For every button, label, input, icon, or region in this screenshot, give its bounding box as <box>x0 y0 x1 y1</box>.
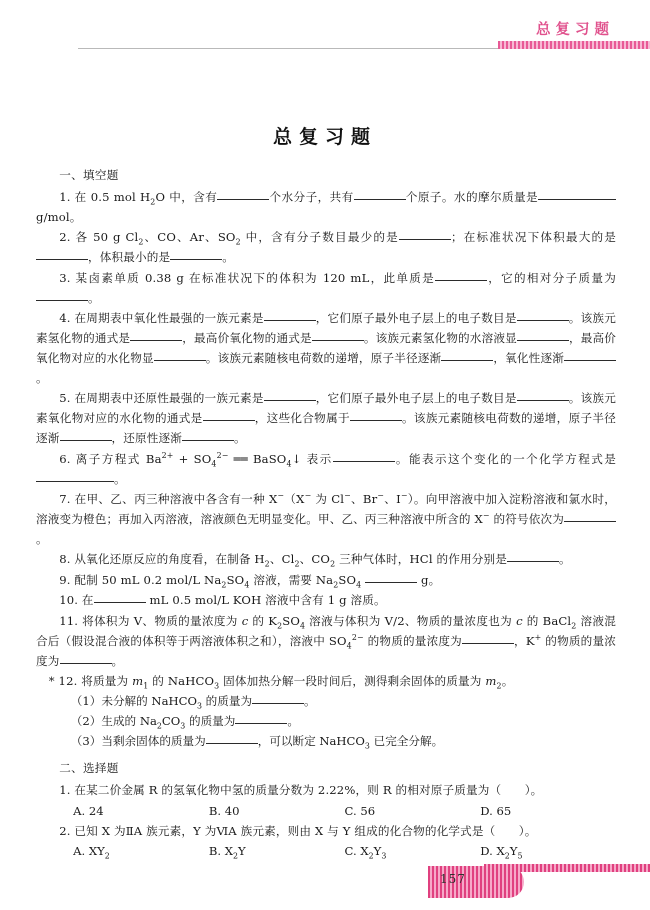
answer-blank[interactable] <box>264 320 316 321</box>
question-1-6: 6. 离子方程式 $Ba^{2+} + SO_4^{2-}$ ══ BaSO$_4$↓ 表示 。能表示这个变化的一个化学方程式是。 <box>36 450 616 490</box>
question-2-2 <box>36 822 616 842</box>
answer-blank[interactable] <box>517 340 569 341</box>
answer-blank[interactable] <box>217 199 269 200</box>
q-text: 配制 50 mL 0.2 mol/L $Na_2SO_4$ 溶液，需要 $Na_2SO_4$ <box>74 572 362 590</box>
option-a[interactable]: A. $XY_2$ <box>73 843 110 861</box>
page-title: 总复习题 <box>272 126 377 148</box>
answer-blank[interactable] <box>350 420 402 421</box>
answer-blank[interactable] <box>60 663 112 664</box>
q-number: 6. <box>59 451 71 466</box>
answer-blank[interactable] <box>94 602 146 603</box>
answer-blank[interactable] <box>312 340 364 341</box>
answer-blank[interactable] <box>507 561 559 562</box>
option-d[interactable]: D. $X_2Y_5$ <box>480 843 523 861</box>
question-1-12-sub-3: （3）当剩余固体的质量为 ，可以断定 NaHCO$_3$ 已完全分解。 <box>70 734 444 751</box>
q-number: 12. <box>58 673 78 688</box>
answer-blank[interactable] <box>154 360 206 361</box>
option-a[interactable]: A. 24 <box>73 803 104 818</box>
q-number: 7. <box>59 492 71 506</box>
q-text: 在某二价金属 R 的氢氧化物中氢的质量分数为 2.22%，则 R 的相对原子质量为（ ）。 <box>74 783 543 798</box>
q-text: 将体积为 V、物质的量浓度为 c 的 $K_2SO_4$ 溶液与体积为 V/2、物质的量浓度也为 c 的 BaCl$_2$ 溶液混合后（假设混合液的体积等于两溶液体积之和），溶液中 $SO_4^{2-}$ 的物质的量浓度为 <box>36 613 616 650</box>
answer-blank[interactable] <box>564 521 616 522</box>
answer-blank[interactable] <box>203 420 255 421</box>
q-text: 在 <box>81 593 94 608</box>
question-1-12 <box>36 672 616 692</box>
star-marker: * <box>48 673 55 688</box>
section-heading-multiple-choice: 二、选择题 <box>59 761 119 776</box>
answer-blank[interactable] <box>182 440 234 441</box>
q-text: 从氧化还原反应的角度看，在制备 $H_2$、$Cl_2$、$CO_2$ 三种气体时，HCl 的作用分别是 <box>74 552 507 569</box>
option-c[interactable]: C. $X_2Y_3$ <box>344 843 387 861</box>
answer-blank[interactable] <box>538 199 616 200</box>
q-text: 各 50 g $Cl_2$、CO、Ar、$SO_2$ 中，含有分子数目最少的是 <box>75 230 399 247</box>
page-footer-decoration <box>428 862 650 900</box>
sub-text: （1）未分解的 NaHCO$_3$ 的质量为 <box>70 694 253 711</box>
question-1-3: 3. 某卤素单质 0.38 g 在标准状况下的体积为 120 mL，此单质是 ，它的相对分子质量为。 <box>36 269 616 309</box>
question-1-10: 10. 在 mL 0.5 mol/L KOH 溶液中含有 1 g 溶质。 <box>59 593 386 608</box>
answer-blank[interactable] <box>170 259 222 260</box>
question-1-9: 9. 配制 50 mL 0.2 mol/L $Na_2SO_4$ 溶液，需要 $Na_2SO_4$ g。 <box>59 572 441 590</box>
q-number: 2. <box>59 823 71 838</box>
answer-blank[interactable] <box>60 440 112 441</box>
header-stripe-decoration <box>498 41 650 49</box>
q-text: 已知 X 为ⅡA 族元素，Y 为ⅥA 族元素，则由 X 与 Y 组成的化合物的化学式是（ ）。 <box>74 823 537 838</box>
question-1-2: 2. 各 50 g $Cl_2$、CO、Ar、$SO_2$ 中，含有分子数目最少的是 ；在标准状况下体积最大的是，体积最小的是 。 <box>36 228 616 268</box>
q-text: 某卤素单质 0.38 g 在标准状况下的体积为 120 mL，此单质是 <box>75 270 436 285</box>
answer-blank[interactable] <box>462 643 514 644</box>
answer-blank[interactable] <box>354 199 406 200</box>
q-text: 在 0.5 mol $H_2O$ 中，含有 <box>74 189 218 207</box>
q-number: 8. <box>59 552 71 567</box>
q-number: 3. <box>59 270 71 285</box>
answer-blank[interactable] <box>252 703 304 704</box>
option-c[interactable]: C. 56 <box>344 803 376 818</box>
answer-blank[interactable] <box>435 280 487 281</box>
q-number: 2. <box>59 230 71 245</box>
q-number: 9. <box>59 572 71 587</box>
question-1-1: 1. 在 0.5 mol $H_2O$ 中，含有 个水分子，共有 个原子。水的摩尔质量是g/mol。 <box>36 188 616 228</box>
question-1-12-sub-1: （1）未分解的 NaHCO$_3$ 的质量为 。 <box>70 694 316 711</box>
q-number: 11. <box>59 613 79 628</box>
option-b[interactable]: B. $X_2Y$ <box>208 843 246 861</box>
answer-blank[interactable] <box>517 400 569 401</box>
question-2-2-options <box>36 842 616 862</box>
q-number: 1. <box>59 189 71 204</box>
answer-blank[interactable] <box>399 239 451 240</box>
answer-blank[interactable] <box>517 320 569 321</box>
option-d[interactable]: D. 65 <box>480 803 512 818</box>
q-number: 1. <box>59 783 71 798</box>
question-2-1-options <box>36 802 616 822</box>
answer-blank[interactable] <box>235 723 287 724</box>
answer-blank[interactable] <box>36 481 114 482</box>
answer-blank[interactable] <box>36 300 88 301</box>
q-number: 5. <box>59 391 71 406</box>
header-rule <box>78 48 498 49</box>
question-1-7: 7. 在甲、乙、丙三种溶液中各含有一种 X−（X− 为 Cl−、Br−、I−）。向甲溶液中加入淀粉溶液和氯水时，溶液变为橙色；再加入丙溶液，溶液颜色无明显变化。甲、乙、丙三种溶液中所含的 X− 的符号依次为。 <box>36 491 616 546</box>
q-text: 将质量为 $m_1$ 的 NaHCO$_3$ 固体加热分解一段时间后，测得剩余固体的质量为 $m_2$。 <box>81 673 514 691</box>
answer-blank[interactable] <box>564 360 616 361</box>
question-1-4: 4. 在周期表中氧化性最强的一族元素是 ，它们原子最外电子层上的电子数目是 。该族元素氢化物的通式是 ，最高价氧化物的通式是 。该族元素氢化物的水溶液显 ，最高价氧化物对应的水化物显 。该族元素随核电荷数的递增，原子半径逐渐 ，氧化性逐渐。 <box>36 311 617 385</box>
q-text: 离子方程式 $Ba^{2+} + SO_4^{2-}$ ══ BaSO$_4$↓ 表示 <box>75 450 333 468</box>
option-b[interactable]: B. 40 <box>208 803 240 818</box>
section-heading-fill-in-blank: 一、填空题 <box>59 168 119 182</box>
running-head-title: 总复习题 <box>536 22 614 38</box>
page-number: 157 <box>440 872 466 886</box>
answer-blank[interactable] <box>365 582 417 583</box>
page-header <box>0 0 650 70</box>
question-1-5: 5. 在周期表中还原性最强的一族元素是 ，它们原子最外电子层上的电子数目是 。该族元素氧化物对应的水化物的通式是 ，这些化合物属于 。该族元素随核电荷数的递增，原子半径逐渐 ，还原性逐渐 。 <box>36 391 617 446</box>
q-number: 10. <box>59 593 79 608</box>
question-1-11: 11. 将体积为 V、物质的量浓度为 c 的 $K_2SO_4$ 溶液与体积为 V/2、物质的量浓度也为 c 的 BaCl$_2$ 溶液混合后（假设混合液的体积等于两溶液体积之和），溶液中 $SO_4^{2-}$ 的物质的量浓度为 ，K+ 的物质的量浓度为 。 <box>36 613 616 668</box>
q-text: 在周期表中氧化性最强的一族元素是 <box>74 311 264 326</box>
question-2-1 <box>36 781 616 801</box>
answer-blank[interactable] <box>441 360 493 361</box>
answer-blank[interactable] <box>333 461 395 462</box>
answer-blank[interactable] <box>264 400 316 401</box>
answer-blank[interactable] <box>130 340 182 341</box>
sub-text: （3）当剩余固体的质量为 <box>70 734 206 749</box>
question-1-12-sub-2: （2）生成的 $Na_2CO_3$ 的质量为 。 <box>70 714 299 731</box>
document-body <box>36 160 616 862</box>
q-number: 4. <box>59 311 71 326</box>
answer-blank[interactable] <box>206 743 258 744</box>
answer-blank[interactable] <box>36 259 88 260</box>
q-text: 在周期表中还原性最强的一族元素是 <box>74 391 264 406</box>
q-text: 在甲、乙、丙三种溶液中各含有一种 X−（X− 为 Cl−、Br−、I−）。向甲溶液中加入淀粉溶液和氯水时，溶液变为橙色；再加入丙溶液，溶液颜色无明显变化。甲、乙、丙三种溶液中所含的 X− 的符号依次为 <box>36 491 616 526</box>
question-1-8: 8. 从氧化还原反应的角度看，在制备 $H_2$、$Cl_2$、$CO_2$ 三种气体时，HCl 的作用分别是 。 <box>59 552 571 569</box>
sub-text: （2）生成的 $Na_2CO_3$ 的质量为 <box>70 714 236 731</box>
